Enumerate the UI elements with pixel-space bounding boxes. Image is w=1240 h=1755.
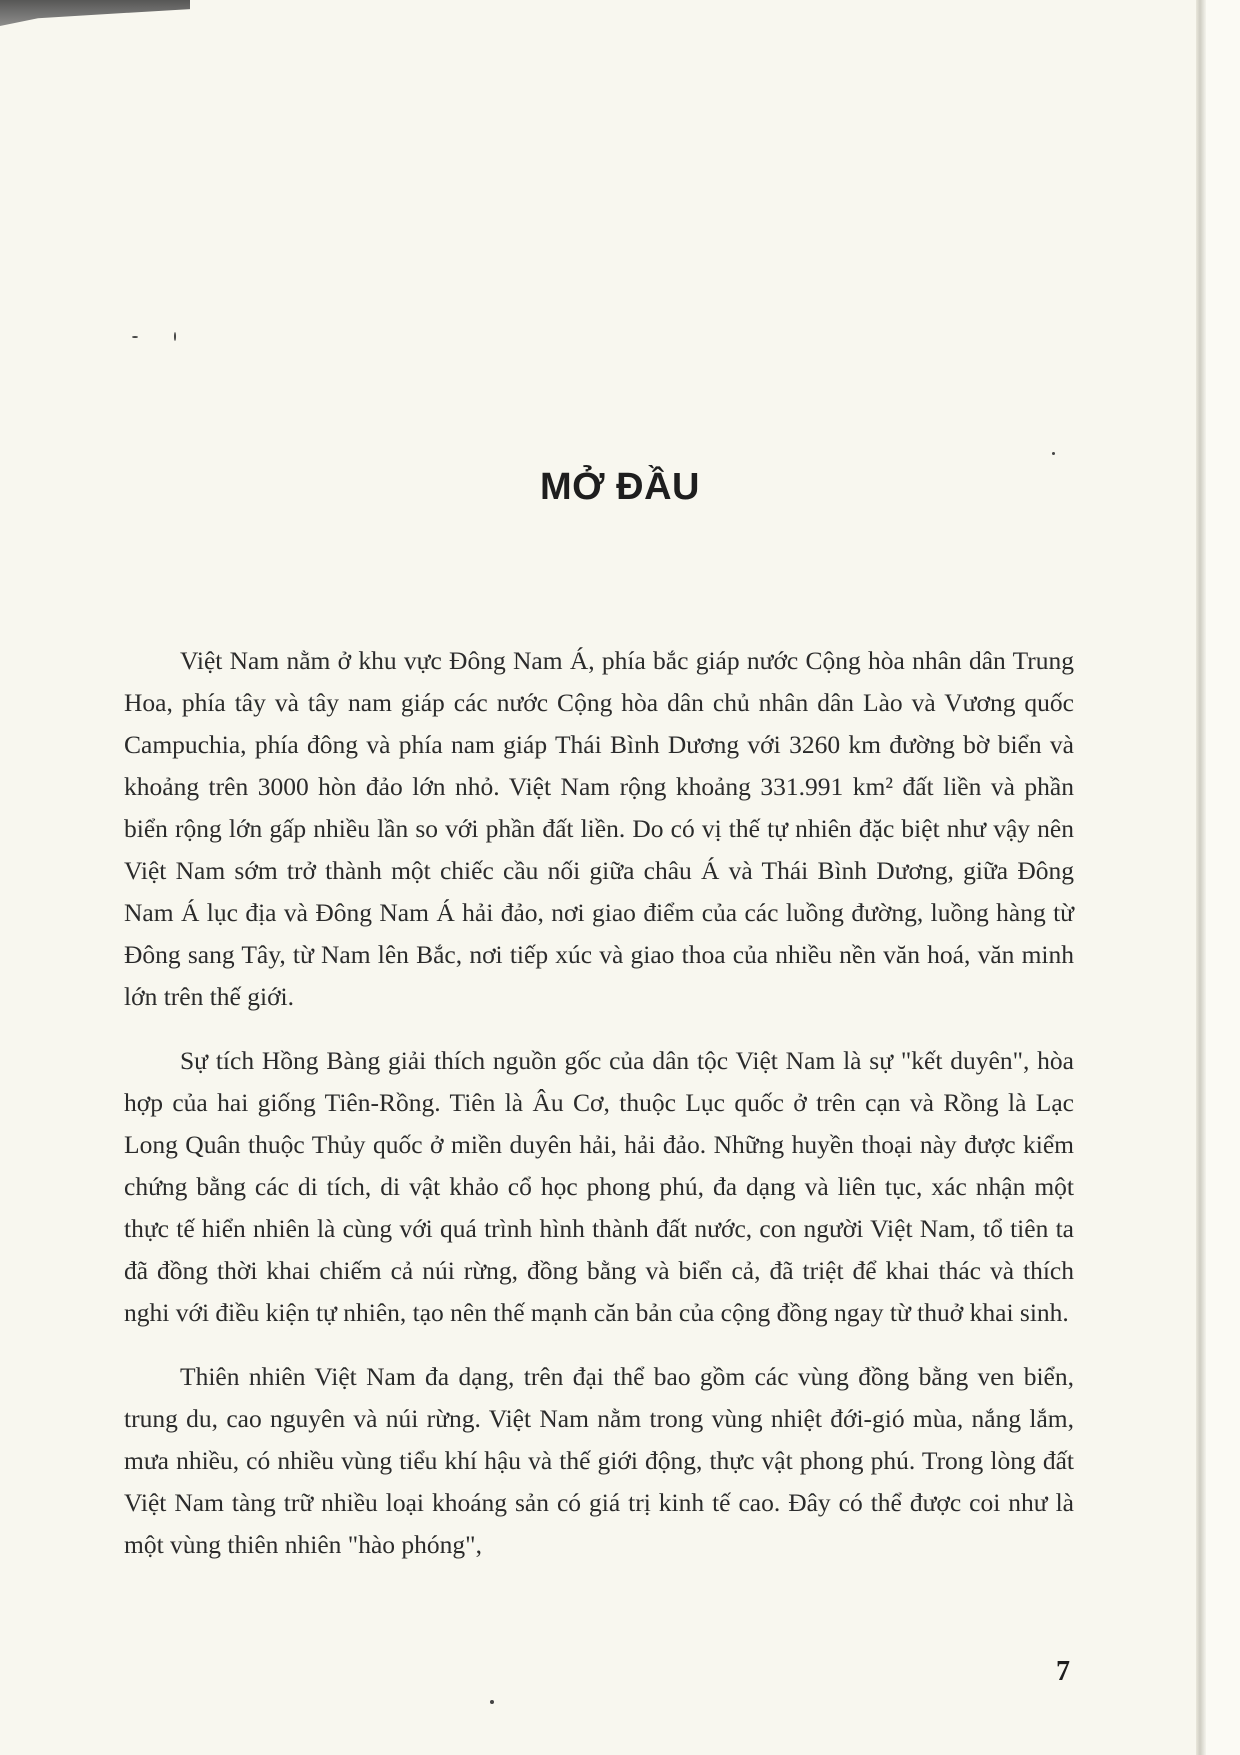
page-margin <box>1206 0 1240 1755</box>
dust-speck <box>1052 452 1055 455</box>
dust-speck <box>490 1700 494 1704</box>
page-number: 7 <box>1056 1656 1070 1687</box>
paragraph-3: Thiên nhiên Việt Nam đa dạng, trên đại thể bao gồm các vùng đồng bằng ven biển, trung du, cao nguyên và núi rừng. Việt Nam nằm trong vùng nhiệt đới-gió mùa, nắng lắm, mưa nhiều, có nhiều vùng tiểu khí hậu và thế giới động, thực vật phong phú. Trong lòng đất Việt Nam tàng trữ nhiều loại khoáng sản có giá trị kinh tế cao. Đây có thể được coi như là một vùng thiên nhiên "hào phóng", <box>124 1362 1074 1559</box>
scan-shadow <box>0 0 190 26</box>
chapter-title: MỞ ĐẦU <box>540 466 700 508</box>
dust-speck <box>174 332 176 341</box>
paragraph-2: Sự tích Hồng Bàng giải thích nguồn gốc của dân tộc Việt Nam là sự "kết duyên", hòa hợp của hai giống Tiên-Rồng. Tiên là Âu Cơ, thuộc Lục quốc ở trên cạn và Rồng là Lạc Long Quân thuộc Thủy quốc ở miền duyên hải, hải đảo. Những huyền thoại này được kiểm chứng bằng các di tích, di vật khảo cổ học phong phú, đa dạng và liên tục, xác nhận một thực tế hiển nhiên là cùng với quá trình hình thành đất nước, con người Việt Nam, tổ tiên ta đã đồng thời khai chiếm cả núi rừng, đồng bằng và biển cả, đã triệt để khai thác và thích nghi với điều kiện tự nhiên, tạo nên thế mạnh căn bản của cộng đồng ngay từ thuở khai sinh. <box>124 1046 1074 1327</box>
body-text <box>124 640 1074 1588</box>
paragraph-1: Việt Nam nằm ở khu vực Đông Nam Á, phía bắc giáp nước Cộng hòa nhân dân Trung Hoa, phía tây và tây nam giáp các nước Cộng hòa dân chủ nhân dân Lào và Vương quốc Campuchia, phía đông và phía nam giáp Thái Bình Dương với 3260 km đường bờ biển và khoảng trên 3000 hòn đảo lớn nhỏ. Việt Nam rộng khoảng 331.991 km² đất liền và phần biển rộng lớn gấp nhiều lần so với phần đất liền. Do có vị thế tự nhiên đặc biệt như vậy nên Việt Nam sớm trở thành một chiếc cầu nối giữa châu Á và Thái Bình Dương, giữa Đông Nam Á lục địa và Đông Nam Á hải đảo, nơi giao điểm của các luồng đường, luồng hàng từ Đông sang Tây, từ Nam lên Bắc, nơi tiếp xúc và giao thoa của nhiều nền văn hoá, văn minh lớn trên thế giới. <box>124 646 1074 1011</box>
dust-speck <box>132 336 138 338</box>
page-edge-shadow <box>1196 0 1206 1755</box>
